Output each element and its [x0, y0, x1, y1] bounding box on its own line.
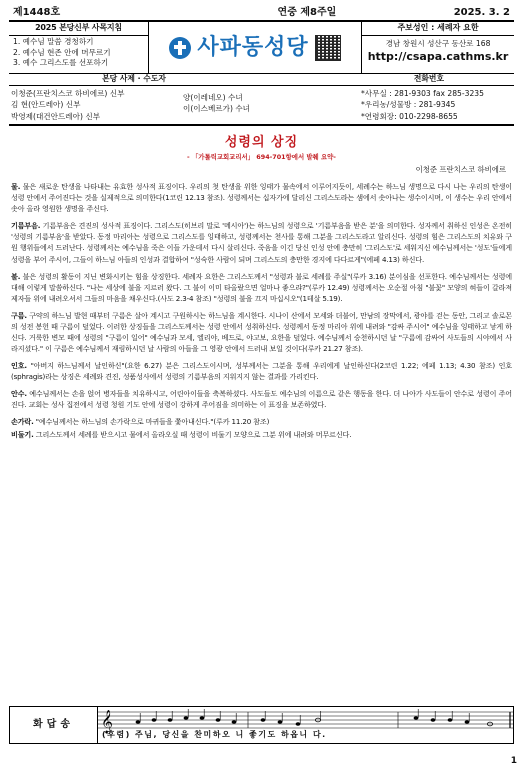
- symbol-keyword: 불.: [11, 271, 21, 281]
- qr-code-icon: [315, 35, 341, 61]
- staff-section: [9, 86, 514, 126]
- paragraph-cloud: [9, 310, 514, 354]
- paragraph-anointing: [9, 220, 514, 264]
- pastoral-motto-box: [9, 22, 149, 73]
- page-number: 1: [510, 755, 517, 766]
- motto-item: 2. 예수님 현존 안에 머무르기: [13, 47, 111, 57]
- sister-name: 양(이레네오) 수녀: [183, 93, 243, 102]
- paragraph-fire: [9, 271, 514, 304]
- phone-list: [359, 86, 514, 124]
- symbol-keyword: 안수.: [11, 389, 27, 399]
- symbol-keyword: 인호.: [11, 361, 27, 371]
- symbol-keyword: 구름.: [11, 310, 27, 320]
- paragraph-dove: [9, 429, 514, 440]
- paragraph-text: "아버지 하느님께서 날인하신"(요한 6.27) 분은 그리스도이시며, 성부께서는 그분을 통해 우리에게 날인하신다(2코린 1.22; 에페 1.13; 4.30 참조) 인호(sphragis)라는 상징은 세례와 견진, 성품성사에서 성령의 기름부음의 지워지지 않는 결과를 가리킨다.: [11, 361, 512, 382]
- paragraph-text: "예수님께서는 하느님의 손가락으로 마귀들을 쫓아내신다."(루카 11.20 참조): [33, 417, 270, 427]
- psalm-lyrics: (후렴) 주님, 당신을 찬미하오 니 좋기도 하옵니 다.: [102, 730, 327, 740]
- church-name: 사파동성당: [197, 34, 309, 60]
- church-emblem-icon: [169, 37, 191, 59]
- issue-header: [9, 6, 514, 22]
- treble-clef-icon: 𝄞: [101, 709, 113, 733]
- paragraph-text: 물은 새로운 탄생을 나타내는 유효한 성사적 표징이다. 우리의 첫 탄생을 위한 잉태가 물속에서 이루어지듯이, 세례수는 하느님 생명으로 다시 나는 우리의 탄생이 성령 안에서 주어진다는 것을 실제적으로 의미한다(1코린 12.13 참조). 성령께서는 십자가에 달리신 그리스도라는 샘에서 솟아나는 생수이시며, 이 생수는 우리 안에서 솟아 올라 영원한 생명을 주신다.: [11, 182, 512, 214]
- symbol-keyword: 손가락.: [11, 417, 34, 427]
- music-notes: [136, 709, 493, 726]
- motto-item: 3. 예수 그리스도를 선포하기: [13, 58, 109, 68]
- paragraph-text: 예수님께서는 손을 얹어 병자들을 치유하시고, 어린아이들을 축복하셨다. 사도들도 예수님의 이름으로 같은 행동을 한다. 더 나아가 사도들이 안수로 성령이 주어진다. 교회는 성사 집전에서 성령 청원 기도 안에 성령이 강하게 주어짐을 의미하는 이 표징을 보존하였다.: [11, 389, 512, 410]
- church-logo: [149, 22, 362, 73]
- paragraph-laying-hands: [9, 388, 514, 410]
- motto-title: 2025 본당신부 사목지침: [9, 22, 148, 36]
- priest-name: 김 현(안드레아) 신부: [11, 100, 81, 110]
- church-website-link[interactable]: http://csapa.cathms.kr: [367, 50, 509, 64]
- article-subtitle: - 「가톨릭교회교리서」 694-701항에서 발췌 요약-: [187, 152, 336, 161]
- sister-name: 이(이스베르가) 수녀: [183, 104, 251, 114]
- issue-date: 2025. 3. 2: [453, 6, 510, 18]
- patron-box: [362, 22, 514, 73]
- phone-funeral: *연령회장: 010-2298-8655: [361, 111, 458, 121]
- article-author: 이청준 프란치스코 하비에르: [415, 165, 506, 175]
- paragraph-text: 구약의 하느님 발현 때부터 구름은 살아 계시고 구원하시는 하느님을 계시한다. 시나이 산에서 모세와 더불어, 만남의 장막에서, 광야를 걷는 동안, 그리고 솔로몬의 성전 봉헌 때 구름이 덮었다. 이러한 상징들을 그리스도께서는 성령 안에서 성취하신다. 성령께서 동정 마리아 위에 내려와 "감싸 주시어" 예수님을 잉태하고 낳게 하신다. 거룩한 변모 때에 성령의 "구름이 일어" 예수님과 모세, 엘리야, 베드로, 야고보, 요한을 덮었다. 예수님께서 승천하시던 날 "구름에 감싸여 사도들의 시야에서 사라지셨다." 이 구름은 예수님께서 재림하시던 날 사람의 아들을 그 영광 안에서 드러내 보일 것이다(루카 21.27 참조).: [11, 310, 512, 353]
- motto-list: [9, 36, 148, 70]
- priest-list: [9, 86, 179, 124]
- phone-office: *사무실 : 281-9303 fax 285-3235: [361, 89, 484, 98]
- symbol-keyword: 물.: [11, 182, 21, 192]
- music-score: [98, 707, 513, 743]
- sister-list: [179, 86, 359, 124]
- paragraph-seal: [9, 360, 514, 382]
- phone-heading: 전화번호: [413, 74, 444, 83]
- symbol-keyword: 기름부음.: [11, 221, 41, 231]
- issue-number: 제1448호: [13, 6, 61, 18]
- paragraph-finger: [9, 416, 514, 427]
- staff-header: [9, 74, 514, 86]
- masthead: [9, 22, 514, 74]
- paragraph-water: [9, 181, 514, 214]
- paragraph-text: 그리스도께서 세례를 받으시고 물에서 올라오실 때 성령이 비둘기 모양으로 그분 위에 내려와 머무르신다.: [33, 430, 352, 440]
- patron-saint: 주보성인 : 세례자 요한: [362, 22, 514, 36]
- liturgical-week: 연중 제8주일: [277, 6, 337, 18]
- priest-name: 박영제(대건안드레아) 신부: [11, 111, 101, 121]
- motto-item: 1. 예수님 말씀 경청하기: [13, 36, 94, 46]
- phone-shop: *우리농/성물방 : 281-9345: [361, 100, 456, 110]
- article-title: 성령의 상징: [224, 135, 299, 150]
- responsorial-psalm-box: [9, 706, 514, 744]
- symbol-keyword: 비둘기.: [11, 430, 34, 440]
- paragraph-text: 불은 성령의 활동이 지닌 변화시키는 힘을 상징한다. 세례자 요한은 그리스도께서 "성령과 불로 세례를 주실"(루카 3.16) 분이심을 선포한다. 예수님께서는 성령에 대해 이렇게 말씀하신다. "나는 세상에 불을 지르러 왔다. 그 불이 이미 타올랐으면 얼마나 좋으랴?"(루카 12.49) 성령께서는 오순절 아침 "불꽃" 모양의 혀들이 갈라져 제자들 위에 내려오셔서 그들의 마음을 채우신다.(사도 2.3-4 참조) "성령의 불을 끄지 마십시오"(1테살 5.19).: [11, 271, 512, 303]
- church-address: 경남 창원시 성산구 동산로 168: [385, 38, 491, 48]
- clergy-heading: 본당 사제 · 수도자: [102, 74, 166, 83]
- paragraph-text: 기름부음은 견진의 성사적 표징이다. 그리스도(히브리 말로 '메시아')는 하느님의 성령으로 '기름부음을 받은 분'을 의미한다. 성자께서 취하신 인성은 온전히 '성령의 기름부음'을 받았다. 동정 마리아는 성령으로 그리스도를 잉태하고, 성령께서는 천사를 통해 그분을 그리스도라고 알리신다. 성령의 힘은 그리스도의 치유와 구원 행위들에서 드러난다. 성령께서는 예수님을 죽은 이들 가운데서 다시 살리신다. 죽음을 이긴 당신 인성 안에 충만히 '그리스도'로 세워지신 예수님께서는 '성도'들에게 성령을 부어 주시어, 그들이 하느님 아들의 인성과 결합하여 "성숙한 사람이 되며 그리스도의 충만한 경지에 다다르게"(에페 4.13) 하신다.: [11, 221, 512, 264]
- psalm-label: 화답송: [10, 707, 98, 743]
- priest-name: 이청준(프란치스코 하비에르) 신부: [11, 89, 125, 98]
